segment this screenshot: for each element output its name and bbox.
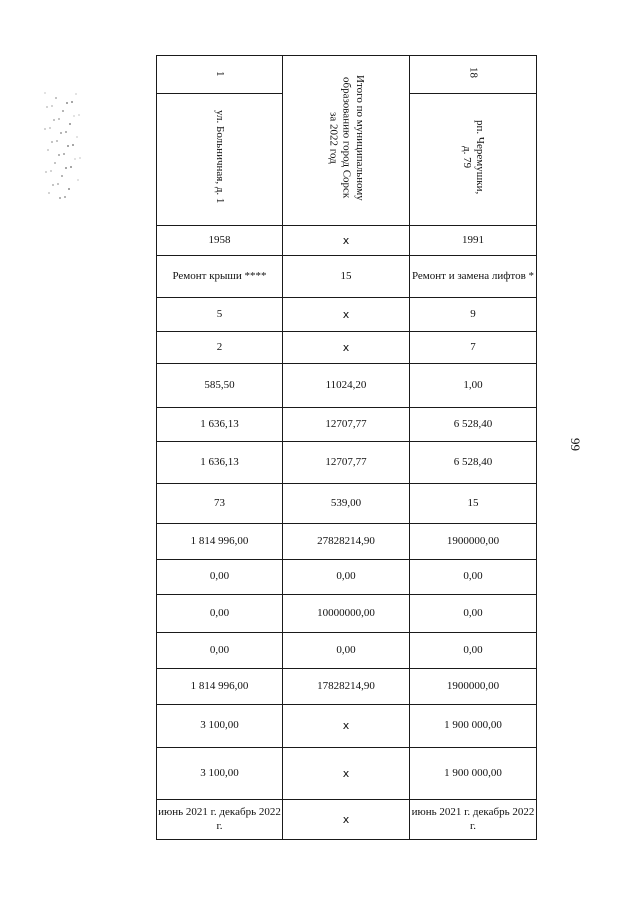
table-cell: 0,00 [410,560,537,595]
col2-title-cell [283,56,410,226]
page-number: 99 [568,438,583,451]
stamp-speck [51,105,53,107]
table-row [157,408,537,442]
table-cell: 1 900 000,00 [410,748,537,800]
table-cell: 15 [283,256,410,298]
col1-title-cell [157,94,283,226]
table-cell: 11024,20 [283,364,410,408]
table-cell: 10000000,00 [283,595,410,633]
table-cell: 1 900 000,00 [410,705,537,748]
stamp-speck [50,170,52,172]
table-cell: июнь 2021 г. декабрь 2022 г. [157,800,283,840]
stamp-speck [58,118,60,120]
table-cell: 1 814 996,00 [157,669,283,705]
stamp-speck [52,184,54,186]
table-cell: 7 [410,332,537,364]
stamp-speck [53,119,55,121]
stamp-speck [65,167,67,169]
stamp-speck [65,131,67,133]
table-cell: 3 100,00 [157,748,283,800]
stamp-speck [73,115,75,117]
table-cell: х [283,705,410,748]
table-cell: июнь 2021 г. декабрь 2022 г. [410,800,537,840]
table-cell: 1900000,00 [410,524,537,560]
table-row [157,332,537,364]
data-table [156,55,537,840]
table-cell: 6 528,40 [410,408,537,442]
stamp-speck [49,127,51,129]
col3-number: 18 [467,66,480,78]
table-cell: 1991 [410,226,537,256]
stamp-speck [62,110,64,112]
table-row [157,705,537,748]
table-cell: 3 100,00 [157,705,283,748]
stamp-speck [74,158,76,160]
table-row [157,633,537,669]
table-cell: Ремонт и замена лифтов * [410,256,537,298]
table-row [157,484,537,524]
table-cell: х [283,800,410,840]
table-cell: 585,50 [157,364,283,408]
stamp-speck [51,141,53,143]
stamp-speck [57,183,59,185]
table-row [157,256,537,298]
table-cell: 0,00 [410,633,537,669]
stamp-speck [47,149,49,151]
stamp-speck [66,102,68,104]
table-cell: х [283,748,410,800]
table-cell: 0,00 [283,560,410,595]
table-cell: 1 636,13 [157,408,283,442]
table-cell: 0,00 [283,633,410,669]
stamp-speck [44,92,46,94]
stamp-speck [76,136,78,138]
table-cell: 1900000,00 [410,669,537,705]
stamp-speck [45,171,47,173]
stamp-speck [60,132,62,134]
col1-title: ул. Больничная, д. 1 [214,110,227,204]
stamp-speck [56,140,58,142]
table-cell: 15 [410,484,537,524]
table-row [157,226,537,256]
table-cell: х [283,298,410,332]
table-cell: Ремонт крыши **** [157,256,283,298]
stamp-speck [44,128,46,130]
stamp-speck [55,97,57,99]
table-cell: 1 814 996,00 [157,524,283,560]
stamp-speck [71,101,73,103]
table-cell: 0,00 [410,595,537,633]
stamp-speck [77,179,79,181]
table-cell: 17828214,90 [283,669,410,705]
table-cell: 27828214,90 [283,524,410,560]
table-row [157,560,537,595]
stamp-speck [64,196,66,198]
stamp-speck [79,157,81,159]
table-row [157,595,537,633]
table-cell: 12707,77 [283,408,410,442]
table-cell: 73 [157,484,283,524]
table-cell: 2 [157,332,283,364]
stamp-speck [67,145,69,147]
table-row [157,748,537,800]
table-row [157,442,537,484]
table-cell: 9 [410,298,537,332]
stamp-speck [58,154,60,156]
stamp-speck [70,166,72,168]
table-cell: 0,00 [157,595,283,633]
table-cell: х [283,332,410,364]
col3-number-cell [410,56,537,94]
table-row [157,364,537,408]
faint-stamp-mark [44,92,82,202]
stamp-speck [59,197,61,199]
table-row [157,524,537,560]
table-row [157,298,537,332]
header-number-row [157,56,537,94]
table-cell: 1958 [157,226,283,256]
table-cell: 1,00 [410,364,537,408]
stamp-speck [54,162,56,164]
col1-number-cell [157,56,283,94]
col1-number: 1 [214,71,227,77]
stamp-speck [72,144,74,146]
table-cell: 12707,77 [283,442,410,484]
col2-title: Итого по муниципальному образованию город Сорск за 2022 год [327,75,366,201]
stamp-speck [48,192,50,194]
stamp-speck [63,153,65,155]
table-row [157,669,537,705]
stamp-speck [69,123,71,125]
col3-title-cell [410,94,537,226]
table-cell: 5 [157,298,283,332]
table-row [157,800,537,840]
stamp-speck [61,175,63,177]
stamp-speck [75,93,77,95]
col3-title: рп. Черемушки, д. 79 [461,120,487,195]
table-cell: х [283,226,410,256]
table-cell: 0,00 [157,633,283,669]
stamp-speck [78,114,80,116]
stamp-speck [46,106,48,108]
table-cell: 1 636,13 [157,442,283,484]
table-cell: 6 528,40 [410,442,537,484]
stamp-speck [68,188,70,190]
table-cell: 539,00 [283,484,410,524]
table-cell: 0,00 [157,560,283,595]
